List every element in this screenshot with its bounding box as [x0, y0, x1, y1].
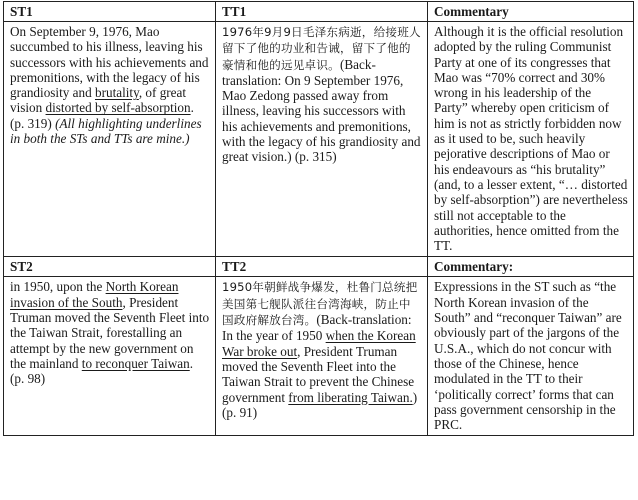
text-segment: On September 9, 1976, Mao succumbed to his illness, leaving his successors with his achievements and premonitions, with the legacy of his grandiosity and — [10, 24, 209, 101]
text-segment: Expressions in the ST such as “the North Korean invasion of the South” and “reconquer Taiwan” are obviously part of the jargons of the U.S.A., which do not concur with those of the Chinese, hence modulated in the TT to their ‘politically correct’ forms that can pass government censorship in the PRC. — [434, 279, 622, 433]
cell-st2 — [4, 277, 216, 436]
text-segment: Although it is the official resolution adopted by the ruling Communist Party at one of its congresses that Mao was “70% correct and 30% wrong in his leadership of the Party” whereby open criticism of him is not as strictly forbidden now as it used to be, such heavily pejorative descriptions of Mao or his endeavours as “his brutality” (and, to a lesser extent, “… distorted by self-absorption”) are nevertheless still not acceptable to the authorities, hence omitted from the TT. — [434, 24, 628, 254]
text-segment: , of great vision — [10, 85, 187, 116]
cell-st1 — [4, 22, 216, 257]
underlined-text: brutality — [94, 85, 139, 101]
chinese-text: 1950年朝鲜战争爆发，杜鲁门总统把美国第七舰队派往台湾海峡，防止中国政府解放台湾。 — [222, 280, 418, 328]
header-tt2: TT2 — [216, 257, 428, 277]
header-tt1: TT1 — [216, 2, 428, 22]
header-st1: ST1 — [4, 2, 216, 22]
text-segment: in 1950, upon the — [10, 279, 106, 295]
header-commentary-2: Commentary: — [428, 257, 634, 277]
chinese-text: 1976年9月9日毛泽东病逝，给接班人留下了他的功业和告诫，留下了他的豪情和他的远见卓识。 — [222, 25, 421, 72]
translation-comparison-table — [3, 1, 634, 436]
text-segment: (Back-translation: On 9 September 1976, Mao Zedong passed away from illness, leaving his successors with his achievements and premonitions, with the legacy of his grandiosity and great vision.) (p. 315) — [222, 56, 421, 165]
header-row-1 — [4, 2, 634, 22]
text-segment: , President Truman moved the Seventh Fleet into the Taiwan Strait to prevent the Chinese government — [222, 343, 415, 405]
text-segment: . (p. 98) — [10, 355, 194, 387]
underlined-text: distorted by self-absorption — [45, 100, 191, 116]
cell-commentary-2 — [428, 277, 634, 436]
header-row-2 — [4, 257, 634, 277]
underlined-text: from liberating Taiwan. — [288, 389, 413, 405]
italic-note: (All highlighting underlines in both the STs and TTs are mine.) — [10, 115, 202, 147]
underlined-text: to reconquer Taiwan — [81, 355, 190, 371]
cell-commentary-1 — [428, 22, 634, 257]
text-segment: , President Truman moved the Seventh Fleet into the Taiwan Strait, forestalling an attempt by the new government on the mainland — [10, 294, 210, 371]
text-segment: . (p. 319) — [10, 100, 194, 131]
header-st2: ST2 — [4, 257, 216, 277]
text-segment: (Back-translation: In the year of 1950 — [222, 312, 412, 344]
content-row-2 — [4, 277, 634, 436]
cell-tt1 — [216, 22, 428, 257]
text-segment: ) (p. 91) — [222, 389, 418, 420]
header-commentary-1: Commentary — [428, 2, 634, 22]
cell-tt2 — [216, 277, 428, 436]
underlined-text: North Korean invasion of the South — [10, 279, 179, 310]
content-row-1 — [4, 22, 634, 257]
underlined-text: when the Korean War broke out — [222, 328, 416, 359]
